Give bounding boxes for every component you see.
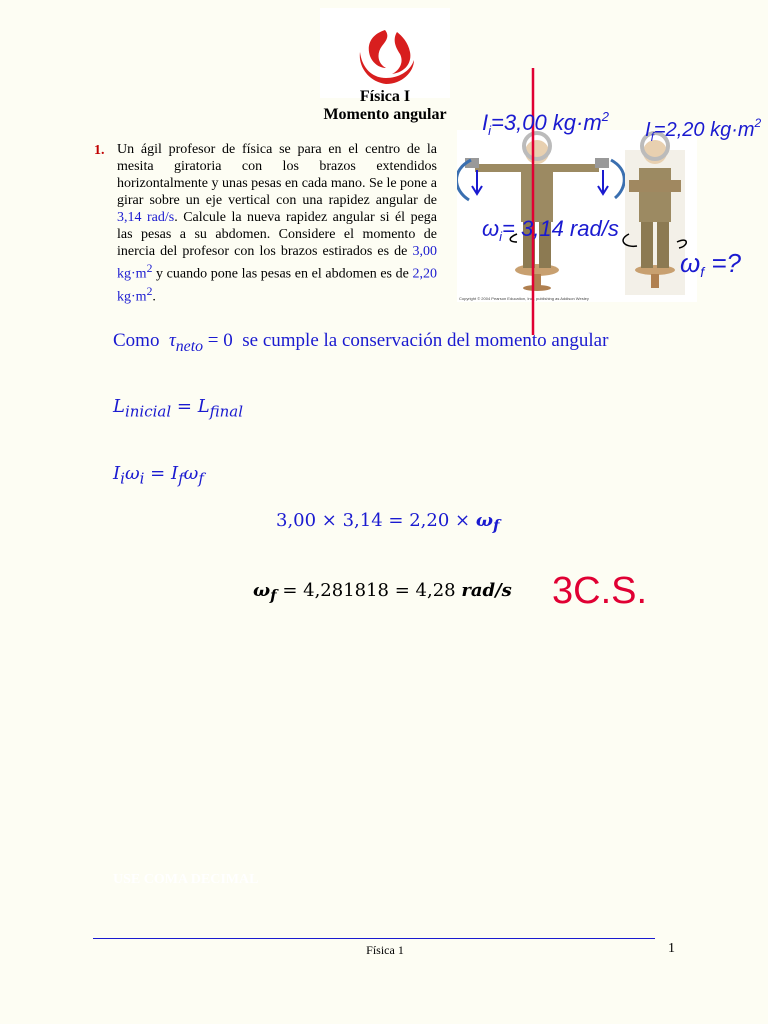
page-subtitle: Momento angular (323, 106, 447, 123)
annot-initial-omega: $\omega_i= 3,14$ rad/s (482, 216, 619, 244)
inertia-final-value: 2,20 kg·m (117, 266, 437, 305)
inertia-initial-value: 3,00 kg·m (117, 244, 437, 282)
footer-divider (93, 938, 655, 939)
annot-final-omega: ωf =? (680, 248, 742, 280)
problem-number: 1. (94, 143, 105, 158)
numeric-substitution: $3,00 \times 3,14 = 2,20 \times \omega_f$ (276, 510, 500, 535)
page-title: Física I (359, 88, 411, 105)
net-torque: τ (168, 330, 176, 351)
decimal-comma-hint: USE COMA DECIMAL (113, 872, 259, 887)
angular-momentum-equation: $L_{inicial} = L_{final}$ (113, 396, 244, 421)
conservation-statement: Como $\tau_{neto} = 0$ se cumple la conservación del momento angular (113, 330, 609, 355)
annot-final-inertia: $I_f=2,20$ $kg\cdot m^2$ (645, 116, 762, 144)
annot-initial-inertia: $I_i=3,00$ $kg\cdot m^2$ (482, 109, 609, 138)
problem-statement: Un ágil profesor de física se para en el centro de la mesita giratoria con los brazos extendidos horizontalmente y unas pesas en cada mano. Se le pone a girar sobre un eje vertical con una rapidez angular de 3,14 rad/s. Calcule la nueva rapidez angular si él pega las pesas a su abdomen. Considere el momento de inercia del profesor con los brazos estirados es de 3,00 $kg\cdot m^2$ y cuando pone las pesas en el abdomen es de 2,20 $kg\cdot m^2$. (117, 142, 437, 305)
final-result: $\omega_f = 4,281818 = 4,28$ rad/s (253, 580, 512, 605)
omega-initial-value: 3,14 rad/s (117, 210, 175, 225)
annot-sig-figs: 3C.S. (552, 570, 648, 612)
footer-text: Física 1 (366, 943, 404, 957)
inertia-omega-equation: $I_i\omega_i = I_f\omega_f$ (113, 463, 204, 488)
figure-copyright: Copyright © 2004 Pearson Education, Inc., publishing as Addison Wesley (459, 296, 589, 301)
page-number: 1 (668, 941, 675, 956)
